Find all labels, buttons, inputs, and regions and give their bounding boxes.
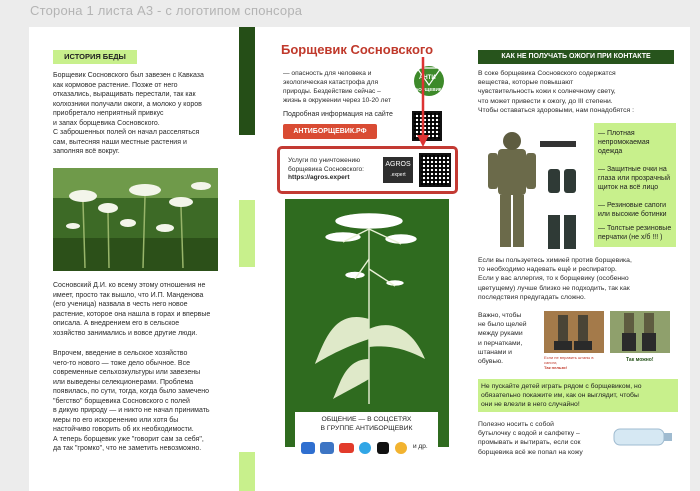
sponsor-services: Услуги по уничтожению борщевика Сосновского: https://agros.expert	[288, 157, 384, 183]
sponsor-logo: AGROS .expert	[383, 157, 413, 183]
odnoklassniki-icon[interactable]	[395, 442, 407, 454]
more-social-text: и др.	[413, 443, 428, 450]
history-heading: ИСТОРИЯ БЕДЫ	[53, 50, 137, 64]
bullet-boots: — Резиновые сапоги или высокие ботинки	[598, 202, 667, 218]
fold-stripe-light-bottom	[239, 452, 255, 491]
hogweed-field-photo	[53, 168, 218, 271]
logo-word-hogweed: БОРЩЕВИК	[415, 87, 442, 92]
history-paragraph-3: Впрочем, введение в сельское хозяйство чего-то нового — тоже дело обычное. Все современные сельхозкультуры или завезены или выведены селекционерами. Проблема появилась, по сути, тогда, когда было замечено "бегство" борщевика Сосновского с полей в дикую природу — и никто не начал принимать меры по его искоренению или хотя бы настойчиво говорить об их необходимости. А теперь борщевик уже "говорит сам за себя", да так "громко", что не заметить невозможно.	[53, 350, 210, 452]
vk-icon[interactable]	[301, 442, 315, 454]
protection-intro: В соке борщевика Сосновского содержатся вещества, которые повышают чувствительность кожи к солнечному свету, что может привести к ожогу, до III степени. Чтобы оставаться здоровыми, нам понадобятся :	[478, 70, 634, 114]
right-boots-photo	[610, 311, 670, 353]
bullet-gloves: — Толстые резиновые перчатки (не х/б !!! )	[598, 225, 672, 241]
history-paragraph-2: Сосновский Д.И. ко всему этому отношения не имеет, просто так вышло, что И.П. Манденова (его ученица) назвала в честь него новое растение, которое она нашла в горах и впервые описала. А внедрением его в сельское хозяйство занимались и вовсе другие люди.	[53, 282, 211, 337]
history-paragraph-1: Борщевик Сосновского был завезен с Кавказа как кормовое растение. Позже от него отказались, выращивать перестали, так как колхозники получали ожоги, а молоко у коров приобретало неприятный привкус и запах борщевика Сосновского. С заброшенных полей он начал расселяться сам, вытесняя наши местные растения и заполняя всё вокруг.	[53, 72, 204, 155]
chemicals-text: Если вы пользуетесь химией против борщевика, то необходимо надевать ещё и респиратор. Если у вас аллергия, то к борщевику (особенно цветущему) лучше близко не подходить, так как последствия предугадать сложно.	[478, 257, 632, 301]
right-caption: Так можно!	[626, 357, 654, 363]
gap-warning-text: Важно, чтобы не было щелей между руками и перчатками, штанами и обувью.	[478, 312, 527, 366]
sponsor-link[interactable]: https://agros.expert	[288, 174, 350, 181]
more-info-text: Подробная информация на сайте	[283, 111, 393, 118]
telegram-icon[interactable]	[359, 442, 371, 454]
hogweed-plant-illustration	[285, 199, 449, 411]
water-tip-text: Полезно носить с собой бутылочку с водой и салфетку – промывать и вытирать, если сок борщевика всё же попал на кожу	[478, 421, 583, 456]
fold-stripe-light	[239, 200, 255, 267]
youtube-icon[interactable]	[339, 443, 354, 453]
kids-warning-box	[478, 379, 678, 412]
protection-column	[478, 27, 678, 491]
wrong-boots-photo	[544, 311, 604, 353]
social-icons	[301, 440, 437, 456]
bullet-goggles: — Защитные очки на глаза или прозрачный щиток на всё лицо	[598, 166, 670, 191]
sponsor-frame	[277, 146, 458, 194]
wrong-caption: Если не вправить штаны в сапоги, Так нельзя!	[544, 355, 594, 370]
protection-list	[594, 123, 676, 247]
center-column	[277, 27, 457, 491]
sponsor-qr-code	[419, 153, 451, 187]
logo-word-anti: АНТИ	[419, 75, 436, 81]
site-button[interactable]: АНТИБОРЩЕВИК.РФ	[283, 124, 377, 139]
water-bottle-icon	[606, 425, 676, 449]
history-column	[29, 27, 221, 491]
social-box	[295, 412, 438, 466]
intro-text: — опасность для человека и экологическая катастрофа для природы. Бездействие сейчас – жизнь в окружении через 10-20 лет	[283, 70, 391, 104]
leaflet-sheet	[29, 27, 690, 491]
page-caption: Сторона 1 листа А3 - с логотипом спонсора	[30, 3, 303, 18]
hogweed-poster	[285, 199, 449, 447]
social-text: ОБЩЕНИЕ — В СОЦСЕТЯХ В ГРУППЕ АНТИБОРЩЕВИК	[320, 416, 413, 432]
kids-warning-text: Не пускайте детей играть рядом с борщевиком, но обязательно покажите им, как он выглядит, чтобы они не влезли в него случайно!	[481, 383, 642, 408]
fold-stripe-dark	[239, 27, 255, 135]
protective-gear-illustration	[482, 127, 592, 255]
leaflet-title: Борщевик Сосновского	[281, 42, 434, 57]
protection-heading: КАК НЕ ПОЛУЧАТЬ ОЖОГИ ПРИ КОНТАКТЕ	[478, 50, 674, 64]
goggles-icon	[540, 141, 576, 147]
arrow-down-icon	[415, 57, 431, 149]
tiktok-icon[interactable]	[377, 442, 389, 454]
bullet-clothes: — Плотная непромокаемая одежда	[598, 130, 650, 155]
facebook-icon[interactable]	[320, 442, 334, 454]
